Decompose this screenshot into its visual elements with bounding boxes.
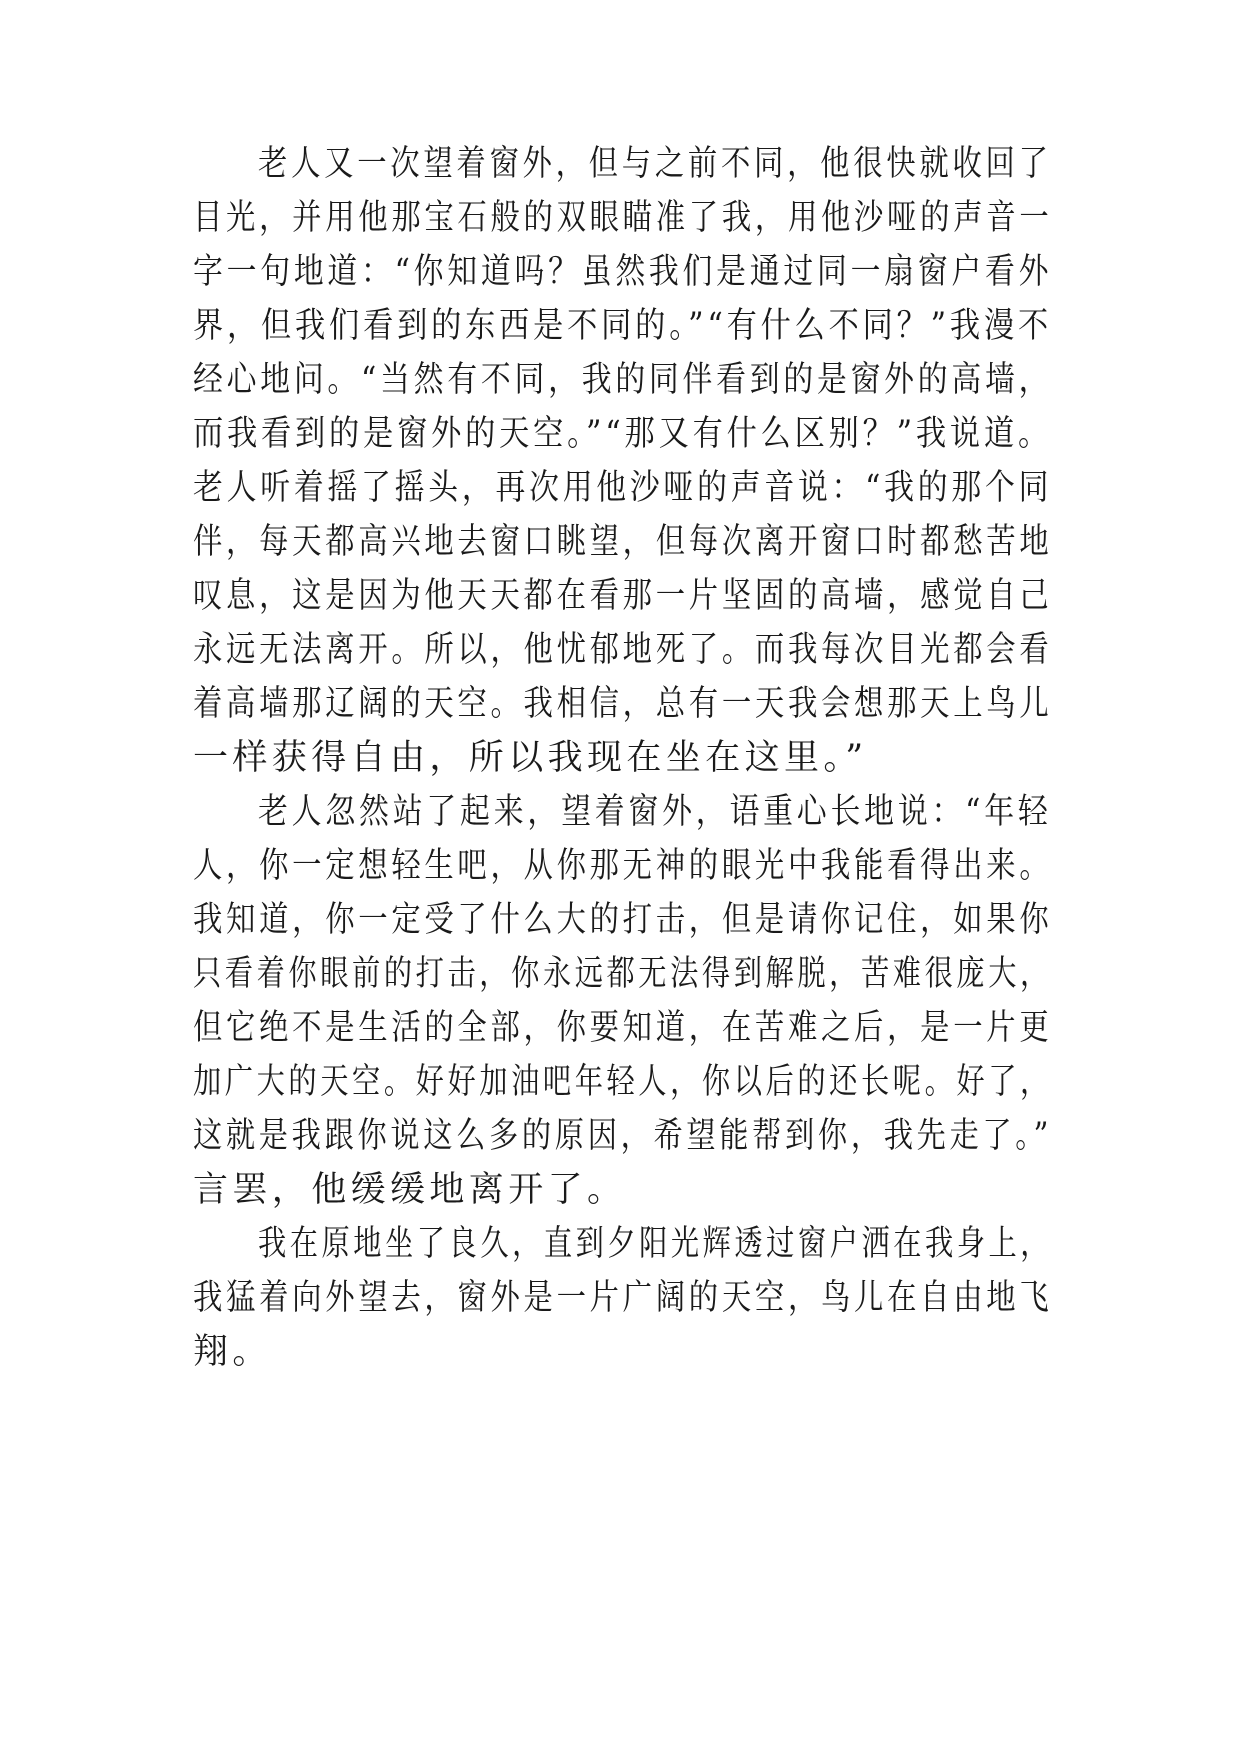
paragraph-1-line-6: 而我看到的是窗外的天空。”“那又有什么区别？”我说道。 [193, 414, 1052, 454]
paragraph-1-line-9: 叹息，这是因为他天天都在看那一片坚固的高墙，感觉自己 [193, 576, 1053, 616]
paragraph-1-line-12: 一样获得自由，所以我现在坐在这里。” [193, 738, 868, 778]
paragraph-1-line-7: 老人听着摇了摇头，再次用他沙哑的声音说：“我的那个同 [193, 468, 1053, 508]
paragraph-2-line-4: 只看着你眼前的打击，你永远都无法得到解脱，苦难很庞大， [193, 954, 1052, 994]
paragraph-1-line-3: 字一句地道：“你知道吗？虽然我们是通过同一扇窗户看外 [193, 252, 1053, 292]
paragraph-1-line-8: 伴，每天都高兴地去窗口眺望，但每次离开窗口时都愁苦地 [193, 522, 1053, 562]
paragraph-3-line-2: 我猛着向外望去，窗外是一片广阔的天空，鸟儿在自由地飞 [193, 1278, 1053, 1318]
paragraph-2-line-7: 这就是我跟你说这么多的原因，希望能帮到你，我先走了。” [193, 1116, 1053, 1156]
paragraph-2-line-8: 言罢，他缓缓地离开了。 [193, 1170, 627, 1210]
paragraph-3-line-3: 翔。 [193, 1332, 272, 1372]
paragraph-1-line-10: 永远无法离开。所以，他忧郁地死了。而我每次目光都会看 [193, 630, 1053, 670]
paragraph-1-line-1: 老人又一次望着窗外，但与之前不同，他很快就收回了 [258, 144, 1052, 184]
paragraph-2-line-1: 老人忽然站了起来，望着窗外，语重心长地说：“年轻 [258, 792, 1052, 832]
paragraph-2-line-6: 加广大的天空。好好加油吧年轻人，你以后的还长呢。好了， [193, 1062, 1052, 1102]
paragraph-2-line-3: 我知道，你一定受了什么大的打击，但是请你记住，如果你 [193, 900, 1053, 940]
paragraph-1-line-4: 界，但我们看到的东西是不同的。”“有什么不同？”我漫不 [193, 306, 1052, 346]
paragraph-2-line-5: 但它绝不是生活的全部，你要知道，在苦难之后，是一片更 [193, 1008, 1053, 1048]
paragraph-1-line-5: 经心地问。“当然有不同，我的同伴看到的是窗外的高墙， [193, 360, 1053, 400]
paragraph-2-line-2: 人，你一定想轻生吧，从你那无神的眼光中我能看得出来。 [193, 846, 1053, 886]
paragraph-1-line-11: 着高墙那辽阔的天空。我相信，总有一天我会想那天上鸟儿 [193, 684, 1053, 724]
paragraph-1-line-2: 目光，并用他那宝石般的双眼瞄准了我，用他沙哑的声音一 [193, 198, 1053, 238]
paragraph-3-line-1: 我在原地坐了良久，直到夕阳光辉透过窗户洒在我身上， [258, 1224, 1053, 1264]
